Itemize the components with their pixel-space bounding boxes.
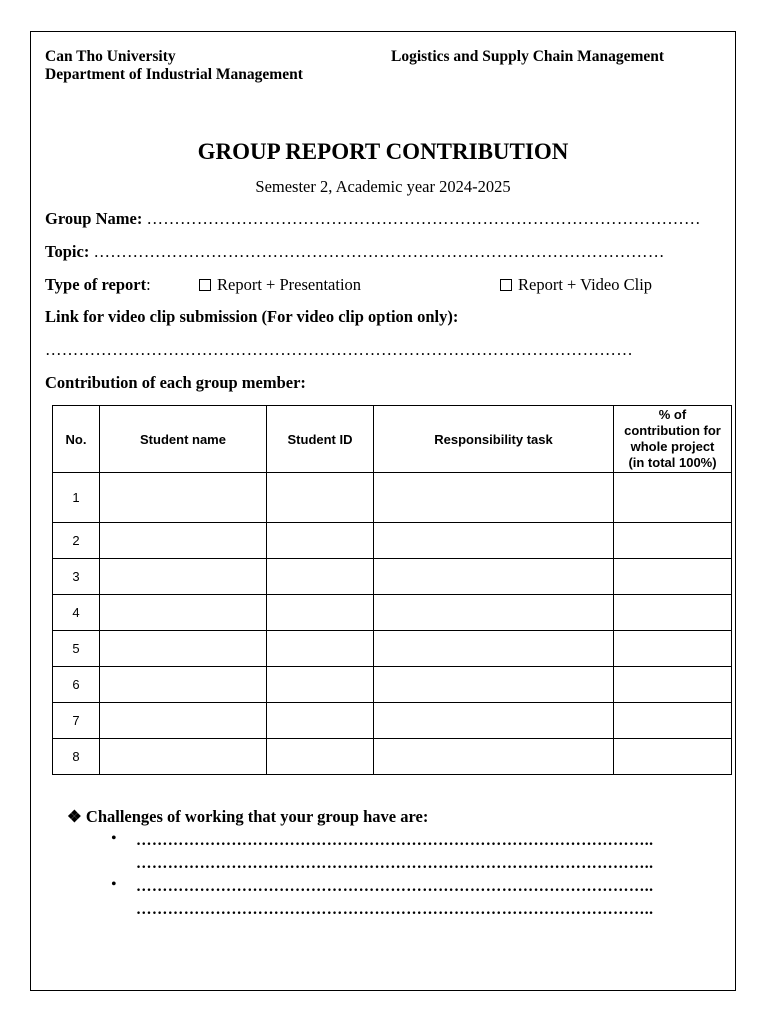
row-number: 4 [53,595,100,631]
header-pct-line-4: (in total 100%) [628,455,717,470]
link-label [45,307,458,327]
table-header-row [53,406,732,473]
contribution-percent-cell[interactable] [614,739,732,775]
contribution-percent-cell[interactable] [614,595,732,631]
group-name-field[interactable] [45,209,733,229]
contribution-table [52,405,732,775]
row-number: 1 [53,473,100,523]
responsibility-task-cell[interactable] [374,703,614,739]
responsibility-task-cell[interactable] [374,473,614,523]
header-contribution-percent [614,406,732,473]
student-id-cell[interactable] [267,667,374,703]
header-pct-line-2: contribution for [624,423,721,438]
responsibility-task-cell[interactable] [374,595,614,631]
bullet-icon: • [111,876,117,893]
table-row [53,703,732,739]
option-report-presentation-label: Report + Presentation [217,275,362,294]
table-row [53,473,732,523]
type-of-report-colon: : [146,275,151,294]
form-page [30,31,736,991]
checkbox-icon[interactable] [199,279,211,291]
link-dots: …………………………………………………………………………………………… [45,340,633,359]
table-row [53,559,732,595]
option-report-presentation[interactable] [199,275,361,295]
header-pct-line-3: whole project [630,439,715,454]
type-of-report-label-group [45,275,151,295]
contribution-percent-cell[interactable] [614,703,732,739]
page-title: GROUP REPORT CONTRIBUTION [197,139,569,164]
topic-label: Topic: [45,242,94,261]
university-name: Can Tho University [45,48,176,65]
row-number: 6 [53,667,100,703]
student-id-cell[interactable] [267,739,374,775]
responsibility-task-cell[interactable] [374,667,614,703]
header-pct-line-1: % of [658,407,687,422]
responsibility-task-cell[interactable] [374,739,614,775]
header-student-id: Student ID [267,406,374,473]
header-student-name: Student name [100,406,267,473]
row-number: 5 [53,631,100,667]
student-id-cell[interactable] [267,631,374,667]
header-no: No. [53,406,100,473]
contribution-percent-cell[interactable] [614,631,732,667]
diamond-bullet-icon: ❖ [67,807,82,826]
student-name-cell[interactable] [100,595,267,631]
type-of-report-label: Type of report [45,275,147,294]
student-name-cell[interactable] [100,739,267,775]
contribution-percent-cell[interactable] [614,523,732,559]
challenge-answer-line[interactable]: …………………………………………………………………………………….. [136,901,654,918]
row-number: 7 [53,703,100,739]
challenge-answer-line[interactable]: …………………………………………………………………………………….. [136,878,654,895]
row-number: 3 [53,559,100,595]
row-number: 8 [53,739,100,775]
student-name-cell[interactable] [100,631,267,667]
topic-field[interactable] [45,242,733,262]
table-row [53,595,732,631]
challenges-heading [67,807,428,827]
student-id-cell[interactable] [267,595,374,631]
link-label-text: Link for video clip submission (For video clip option only): [45,307,459,326]
student-name-cell[interactable] [100,667,267,703]
student-id-cell[interactable] [267,473,374,523]
responsibility-task-cell[interactable] [374,523,614,559]
table-row [53,739,732,775]
topic-dots: ………………………………………………………………………………………… [93,242,665,261]
contribution-label [45,373,306,393]
bullet-icon: • [111,830,117,847]
student-name-cell[interactable] [100,473,267,523]
challenge-answer-line[interactable]: …………………………………………………………………………………….. [136,855,654,872]
row-number: 2 [53,523,100,559]
contribution-percent-cell[interactable] [614,473,732,523]
table-row [53,631,732,667]
option-report-video-clip-label: Report + Video Clip [518,275,653,294]
challenges-label: Challenges of working that your group have are: [85,807,429,826]
link-field[interactable] [45,340,733,360]
responsibility-task-cell[interactable] [374,559,614,595]
student-name-cell[interactable] [100,559,267,595]
option-report-video-clip[interactable] [500,275,652,295]
table-row [53,667,732,703]
student-name-cell[interactable] [100,703,267,739]
student-id-cell[interactable] [267,559,374,595]
student-name-cell[interactable] [100,523,267,559]
department-name: Department of Industrial Management [45,66,303,83]
contribution-percent-cell[interactable] [614,559,732,595]
student-id-cell[interactable] [267,703,374,739]
responsibility-task-cell[interactable] [374,631,614,667]
header-responsibility-task: Responsibility task [374,406,614,473]
page-subtitle: Semester 2, Academic year 2024-2025 [255,177,511,196]
group-name-dots: ……………………………………………………………………………………… [146,209,701,228]
contribution-percent-cell[interactable] [614,667,732,703]
contribution-label-text: Contribution of each group member: [45,373,306,392]
student-id-cell[interactable] [267,523,374,559]
table-row [53,523,732,559]
group-name-label: Group Name: [45,209,147,228]
checkbox-icon[interactable] [500,279,512,291]
challenge-answer-line[interactable]: …………………………………………………………………………………….. [136,832,654,849]
course-name: Logistics and Supply Chain Management [391,48,665,65]
